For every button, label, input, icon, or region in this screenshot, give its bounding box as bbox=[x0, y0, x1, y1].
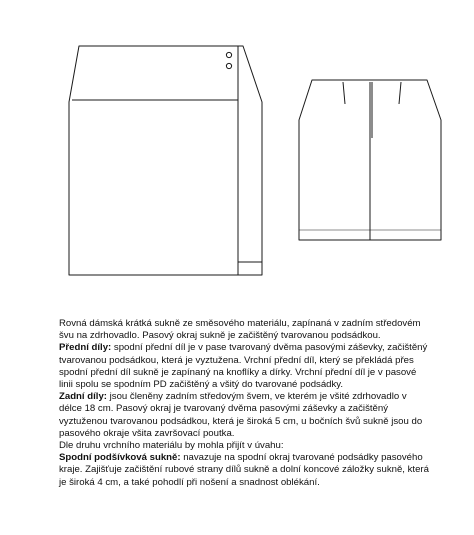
paragraph-body: Dle druhu vrchního materiálu by mohla přijít v úvahu: bbox=[59, 440, 284, 452]
button-icon bbox=[226, 52, 231, 57]
paragraph-lining bbox=[59, 452, 431, 489]
paragraph-back-panels bbox=[59, 391, 431, 440]
paragraph-body: jsou členěny zadním středovým švem, ve kterém je všité zdrhovadlo v délce 18 cm. Pasový okraj je tvarovaný dvěma pasovými záševky a začištěný vyztuženou tvarovanou podsádkou, která je široká 5 cm, u bočních švů sukně jsou do pasového okraje všita završovací poutka. bbox=[59, 391, 423, 439]
paragraph-heading: Zadní díly: bbox=[59, 391, 107, 403]
paragraph-material-note bbox=[59, 440, 431, 452]
paragraph-body: navazuje na spodní okraj tvarované podsádky pasového kraje. Zajišťuje začištění rubové strany dílů sukně a dolní koncové záložky sukně, která je široká 4 cm, a také pohodlí při nošení a snadnost oblékání. bbox=[59, 452, 429, 488]
paragraph-heading: Přední díly: bbox=[59, 342, 112, 354]
paragraph-heading: Spodní podšívková sukně: bbox=[59, 452, 181, 464]
description-text bbox=[59, 318, 431, 489]
button-icon bbox=[226, 63, 231, 68]
paragraph-intro bbox=[59, 318, 431, 342]
paragraph-body: spodní přední díl je v pase tvarovaný dvěma pasovými záševky, začištěný tvarovanou podsádkou, která je vyztužena. Vrchní přední díl, který se překládá přes spodní přední díl sukně je zapínaný na knoflíky a dírky. Vrchní přední díl je v pasové linii spolu se spodním PD začištěný a všitý do tvarované podsádky. bbox=[59, 342, 428, 391]
skirt-front-view bbox=[69, 46, 262, 275]
paragraph-front-panels bbox=[59, 342, 431, 391]
paragraph-body: Rovná dámská krátká sukně ze směsového materiálu, zapínaná v zadním středovém švu na zdrhovadlo. Pasový okraj sukně je začištěný tvarovanou podsádkou. bbox=[59, 318, 421, 342]
skirt-back-view bbox=[299, 80, 441, 240]
